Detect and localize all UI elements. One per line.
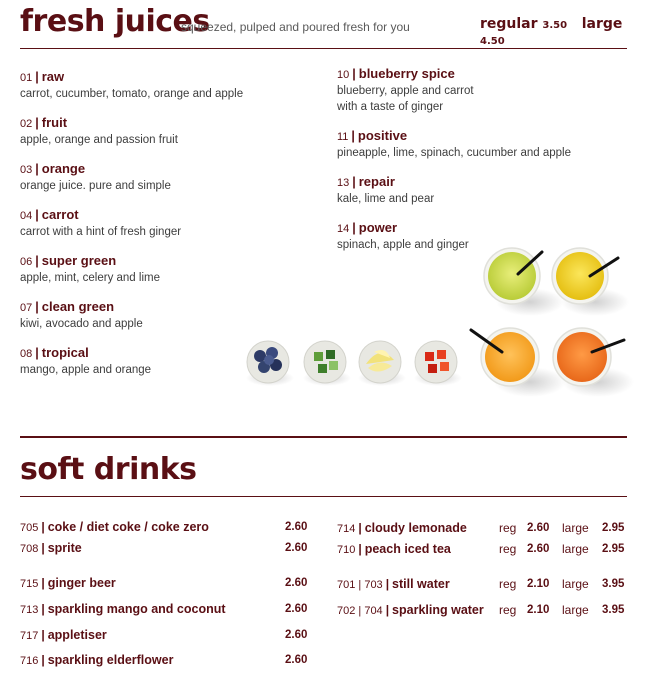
juices-tagline: squeezed, pulped and poured fresh for you <box>181 20 410 34</box>
drink-name: sparkling water <box>392 603 484 617</box>
large-label: large <box>562 577 589 591</box>
juice-num: 02 <box>20 118 33 130</box>
separator: | <box>35 162 39 176</box>
juice-item <box>20 69 320 102</box>
juice-num: 08 <box>20 348 33 360</box>
separator: | <box>352 221 356 235</box>
separator: | <box>41 576 45 590</box>
juice-num: 13 <box>337 177 350 189</box>
large-price: 4.50 <box>480 36 505 47</box>
drink-item <box>20 519 209 536</box>
regular-label: regular <box>480 16 538 32</box>
juice-name: blueberry spice <box>358 66 455 81</box>
drink-code: 701 | 703 <box>337 579 383 591</box>
juice-name: fruit <box>41 115 68 130</box>
juice-item <box>20 161 320 194</box>
soft-drinks-header-rule <box>20 496 627 497</box>
juice-num: 06 <box>20 256 33 268</box>
soft-drinks-title: soft drinks <box>20 452 197 487</box>
drink-name: still water <box>392 577 450 591</box>
large-label: large <box>562 603 589 617</box>
drink-item <box>337 520 467 537</box>
drink-name: coke / diet coke / coke zero <box>47 520 209 534</box>
reg-label: reg <box>499 603 517 617</box>
drink-name: sparkling elderflower <box>47 653 174 667</box>
reg-price: 2.10 <box>527 578 550 590</box>
drink-name: sprite <box>47 541 82 555</box>
drink-code: 715 <box>20 578 39 590</box>
juice-num: 04 <box>20 210 33 222</box>
separator: | <box>41 541 45 555</box>
juices-header-rule <box>20 48 627 49</box>
juice-desc: carrot with a hint of fresh ginger <box>20 226 182 238</box>
reg-price: 2.60 <box>527 543 550 555</box>
cucumber-bowl-icon <box>303 341 351 386</box>
juice-name: positive <box>357 128 408 143</box>
juice-name: clean green <box>41 299 115 314</box>
drink-code: 714 <box>337 523 356 535</box>
separator: | <box>352 175 356 189</box>
juices-title: fresh juices <box>20 4 210 39</box>
separator: | <box>35 116 39 130</box>
drink-price: 2.60 <box>285 654 308 666</box>
drink-item <box>20 601 226 618</box>
juice-desc-line2: with a taste of ginger <box>337 101 444 113</box>
juices-price-header <box>480 16 650 48</box>
separator: | <box>385 577 390 591</box>
drink-item <box>20 540 82 557</box>
drink-code: 710 <box>337 544 356 556</box>
large-label: large <box>562 521 589 535</box>
juice-item <box>337 174 637 207</box>
drink-name: cloudy lemonade <box>364 521 467 535</box>
juice-desc: blueberry, apple and carrot <box>337 85 474 97</box>
juice-name: power <box>358 220 398 235</box>
juice-name: orange <box>41 161 86 176</box>
juice-desc: orange juice. pure and simple <box>20 180 171 192</box>
separator: | <box>41 520 45 534</box>
juice-name: repair <box>358 174 395 189</box>
separator: | <box>35 70 39 84</box>
separator: | <box>351 129 355 143</box>
juice-desc: pineapple, lime, spinach, cucumber and apple <box>337 147 571 159</box>
separator: | <box>35 300 39 314</box>
juice-desc: mango, apple and orange <box>20 364 152 376</box>
juice-num: 11 <box>337 131 349 143</box>
juice-desc: apple, orange and passion fruit <box>20 134 178 146</box>
separator: | <box>352 67 356 81</box>
drink-price: 2.60 <box>285 603 308 615</box>
lemon-bowl-icon <box>358 341 406 386</box>
drink-name: peach iced tea <box>364 542 451 556</box>
juice-desc: kiwi, avocado and apple <box>20 318 143 330</box>
drink-code: 702 | 704 <box>337 605 383 617</box>
juice-cup-orange-icon <box>471 328 539 386</box>
drink-code: 705 <box>20 522 39 534</box>
separator: | <box>385 603 390 617</box>
drink-item <box>20 627 107 644</box>
drink-code: 716 <box>20 655 39 667</box>
drink-code: 717 <box>20 630 39 642</box>
separator: | <box>35 346 39 360</box>
juice-item <box>337 128 637 161</box>
juice-item <box>20 207 320 240</box>
tomato-bowl-icon <box>414 341 462 386</box>
juice-name: raw <box>41 69 65 84</box>
juice-desc: spinach, apple and ginger <box>337 239 469 251</box>
regular-price: 3.50 <box>542 20 568 31</box>
juice-name: tropical <box>41 345 89 360</box>
drink-price: 2.60 <box>285 577 308 589</box>
drink-price: 2.60 <box>285 521 308 533</box>
juice-num: 03 <box>20 164 33 176</box>
separator: | <box>35 208 39 222</box>
drink-price: 2.60 <box>285 629 308 641</box>
large-price: 3.95 <box>602 604 625 616</box>
drink-price: 2.60 <box>285 542 308 554</box>
drink-item <box>337 576 450 593</box>
drink-item <box>337 602 484 619</box>
juice-item <box>337 66 637 115</box>
drink-item <box>20 575 116 592</box>
juice-desc: kale, lime and pear <box>337 193 435 205</box>
separator: | <box>358 542 362 556</box>
juice-desc: carrot, cucumber, tomato, orange and apple <box>20 88 244 100</box>
juice-item <box>20 115 320 148</box>
juice-num: 10 <box>337 69 350 81</box>
drink-name: ginger beer <box>47 576 116 590</box>
large-label: large <box>562 542 589 556</box>
juice-num: 14 <box>337 223 350 235</box>
section-divider <box>20 436 627 438</box>
separator: | <box>41 628 45 642</box>
juice-num: 01 <box>20 72 33 84</box>
reg-label: reg <box>499 542 517 556</box>
juice-desc: apple, mint, celery and lime <box>20 272 160 284</box>
large-price: 2.95 <box>602 543 625 555</box>
reg-label: reg <box>499 577 517 591</box>
juice-name: super green <box>41 253 117 268</box>
drink-code: 713 <box>20 604 39 616</box>
large-price: 3.95 <box>602 578 625 590</box>
separator: | <box>41 602 45 616</box>
separator: | <box>358 521 362 535</box>
large-price: 2.95 <box>602 522 625 534</box>
blueberry-bowl-icon <box>246 341 294 386</box>
juice-illustration <box>240 240 640 420</box>
large-label: large <box>581 16 623 32</box>
separator: | <box>35 254 39 268</box>
reg-price: 2.10 <box>527 604 550 616</box>
juice-name: carrot <box>41 207 79 222</box>
drink-item <box>337 541 451 558</box>
drink-item <box>20 652 173 669</box>
drink-name: sparkling mango and coconut <box>47 602 226 616</box>
reg-price: 2.60 <box>527 522 550 534</box>
juice-num: 07 <box>20 302 33 314</box>
reg-label: reg <box>499 521 517 535</box>
separator: | <box>41 653 45 667</box>
drink-name: appletiser <box>47 628 107 642</box>
drink-code: 708 <box>20 543 39 555</box>
